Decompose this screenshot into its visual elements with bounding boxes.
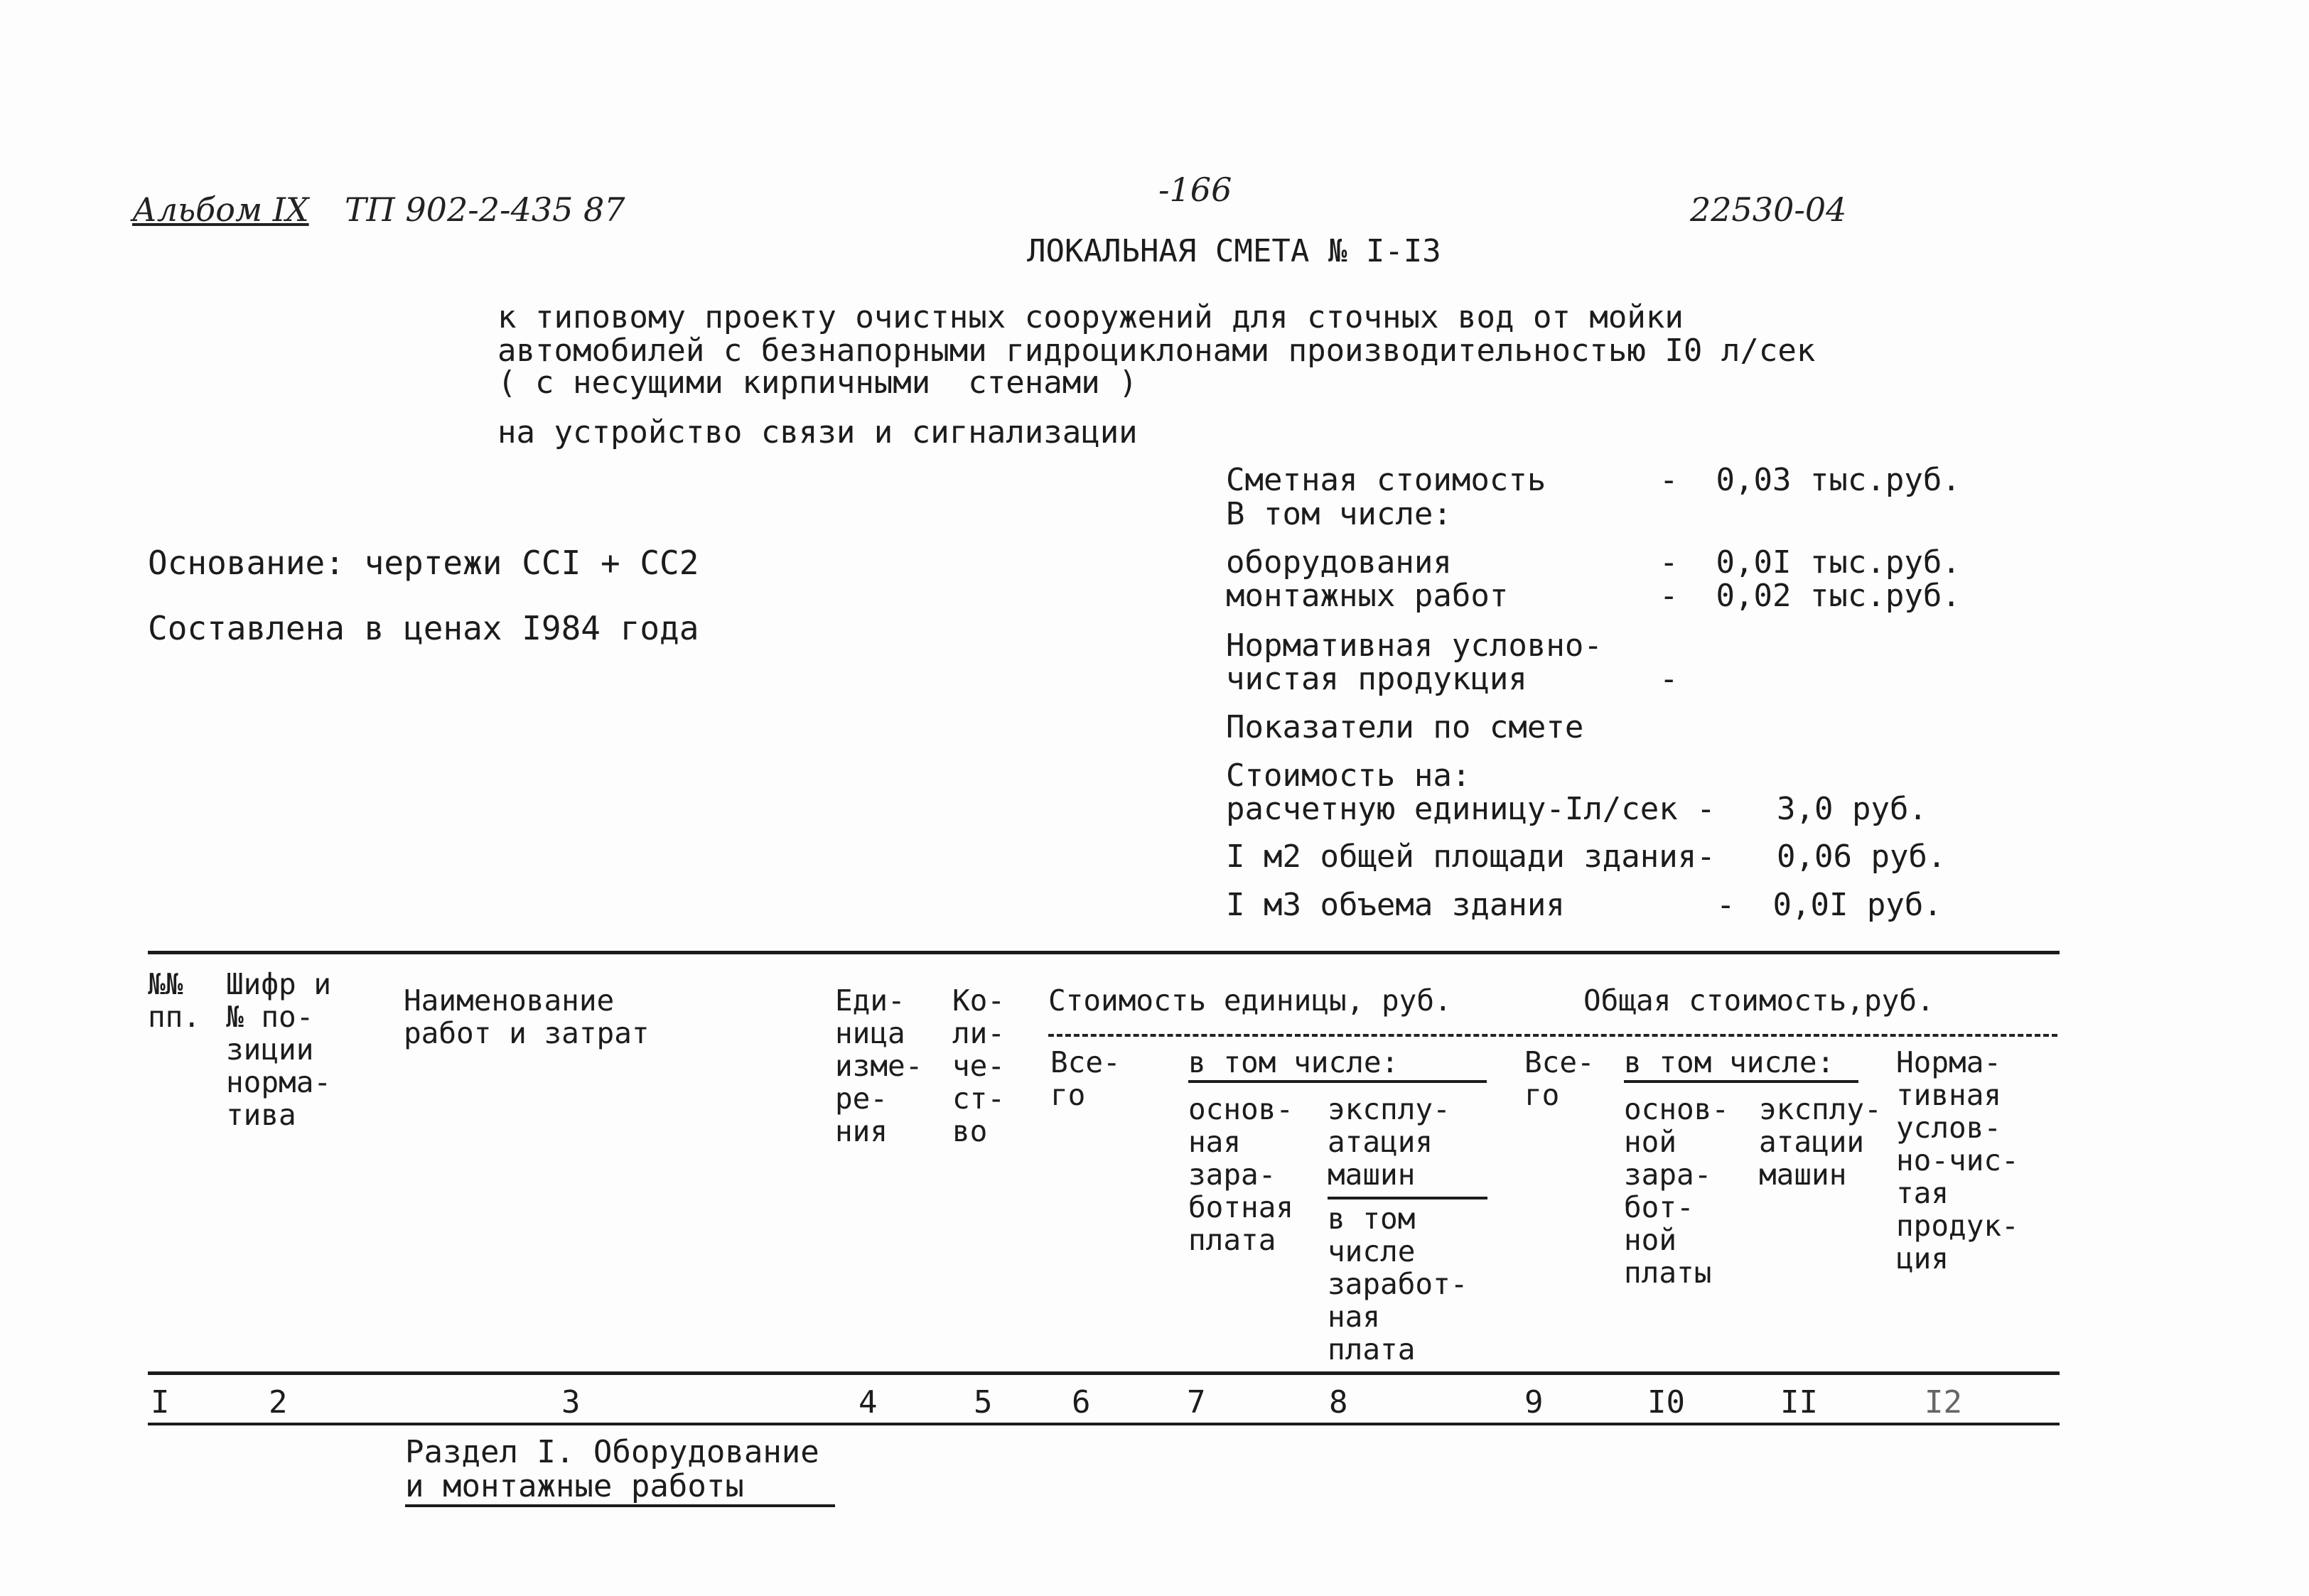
column-number-8: 8: [1329, 1384, 1348, 1420]
header-machine-salary: в том числе заработ- ная плата: [1328, 1202, 1468, 1366]
volume-cost-value: - 0,0I руб.: [1716, 887, 1942, 923]
header-unit-cost-group: Стоимость единицы, руб.: [1048, 983, 1452, 1018]
column-number-1: I: [151, 1384, 170, 1420]
header-total-cost-group: Общая стоимость,руб.: [1583, 983, 1934, 1018]
including-label: В том числе:: [1226, 496, 1452, 532]
normative-label-2: чистая продукция: [1226, 661, 1527, 697]
machine-operation-underline: [1328, 1197, 1487, 1199]
area-cost-label: I м2 общей площади здания-: [1226, 839, 1716, 875]
section-heading-line-1: Раздел I. Оборудование: [405, 1434, 819, 1470]
equipment-value: - 0,0I тыс.руб.: [1659, 544, 1961, 581]
estimated-cost-label: Сметная стоимость: [1226, 462, 1546, 498]
column-number-4: 4: [859, 1384, 878, 1420]
column-number-11: II: [1780, 1384, 1818, 1420]
column-number-5: 5: [974, 1384, 993, 1420]
installation-value: - 0,02 тыс.руб.: [1659, 578, 1961, 614]
column-number-2: 2: [269, 1384, 288, 1420]
column-number-6: 6: [1072, 1384, 1091, 1420]
column-number-9: 9: [1524, 1384, 1544, 1420]
header-unit-including: в том числе:: [1188, 1046, 1487, 1083]
section-heading-line-2: и монтажные работы: [405, 1470, 835, 1507]
unit-cost-value: 3,0 руб.: [1777, 791, 1927, 827]
unit-cost-label: расчетную единицу-Iл/сек -: [1226, 791, 1716, 827]
column-number-7: 7: [1187, 1384, 1206, 1420]
header-row-number: №№ пп.: [148, 967, 201, 1034]
equipment-label: оборудования: [1226, 544, 1452, 581]
volume-cost-label: I м3 объема здания: [1226, 887, 1565, 923]
header-total-machine-operation: эксплу- атации машин: [1759, 1092, 1882, 1192]
header-bottom-rule: [148, 1371, 2060, 1375]
subtitle-line-2: автомобилей с безнапорными гидроциклонами производительностью I0 л/сек: [497, 333, 1816, 369]
header-total-base-salary: основ- ной зара- бот- ной платы: [1624, 1092, 1730, 1290]
header-total-all: Все- го: [1524, 1045, 1595, 1112]
table-top-rule: [148, 951, 2060, 954]
column-number-10: I0: [1647, 1384, 1685, 1420]
header-work-name: Наименование работ и затрат: [404, 983, 650, 1050]
subtitle-line-3: ( с несущими кирпичными стенами ): [497, 365, 1138, 401]
header-total-including: в том числе:: [1624, 1046, 1858, 1083]
basis-text: Основание: чертежи ССI + СС2: [148, 544, 699, 582]
prices-text: Составлена в ценах I984 года: [148, 609, 699, 647]
estimated-cost-value: - 0,03 тыс.руб.: [1659, 462, 1961, 498]
header-normative-production: Норма- тивная услов- но-чис- тая продук- ция: [1896, 1045, 2019, 1276]
area-cost-value: 0,06 руб.: [1777, 839, 1947, 875]
indicators-label: Показатели по смете: [1226, 709, 1584, 745]
column-number-12: I2: [1925, 1384, 1962, 1420]
installation-label: монтажных работ: [1226, 578, 1509, 614]
header-position-code: Шифр и № по- зиции норма- тива: [226, 967, 332, 1132]
header-unit: Еди- ница изме- ре- ния: [835, 983, 923, 1148]
normative-value: -: [1659, 661, 1679, 697]
numbers-bottom-rule: [148, 1423, 2060, 1425]
document-code: 22530-04: [1690, 190, 1847, 229]
cost-on-label: Стоимость на:: [1226, 757, 1471, 794]
header-base-salary: основ- ная зара- ботная плата: [1188, 1092, 1294, 1257]
page-number: -166: [1158, 171, 1232, 209]
project-code: ТП 902-2-435 87: [345, 190, 625, 229]
album-label: Альбом IX: [132, 190, 309, 229]
group-divider-rule: [1048, 1034, 2057, 1037]
normative-label-1: Нормативная условно-: [1226, 627, 1603, 664]
document-title: ЛОКАЛЬНАЯ СМЕТА № I-I3: [1027, 233, 1441, 269]
subtitle-line-1: к типовому проекту очистных сооружений для сточных вод от мойки: [497, 299, 1684, 335]
header-unit-total: Все- го: [1050, 1045, 1121, 1112]
header-quantity: Ко- ли- че- ст- во: [952, 983, 1006, 1148]
header-machine-operation: эксплу- атация машин: [1328, 1092, 1450, 1192]
subtitle-line-4: на устройство связи и сигнализации: [497, 414, 1138, 451]
column-number-3: 3: [561, 1384, 581, 1420]
